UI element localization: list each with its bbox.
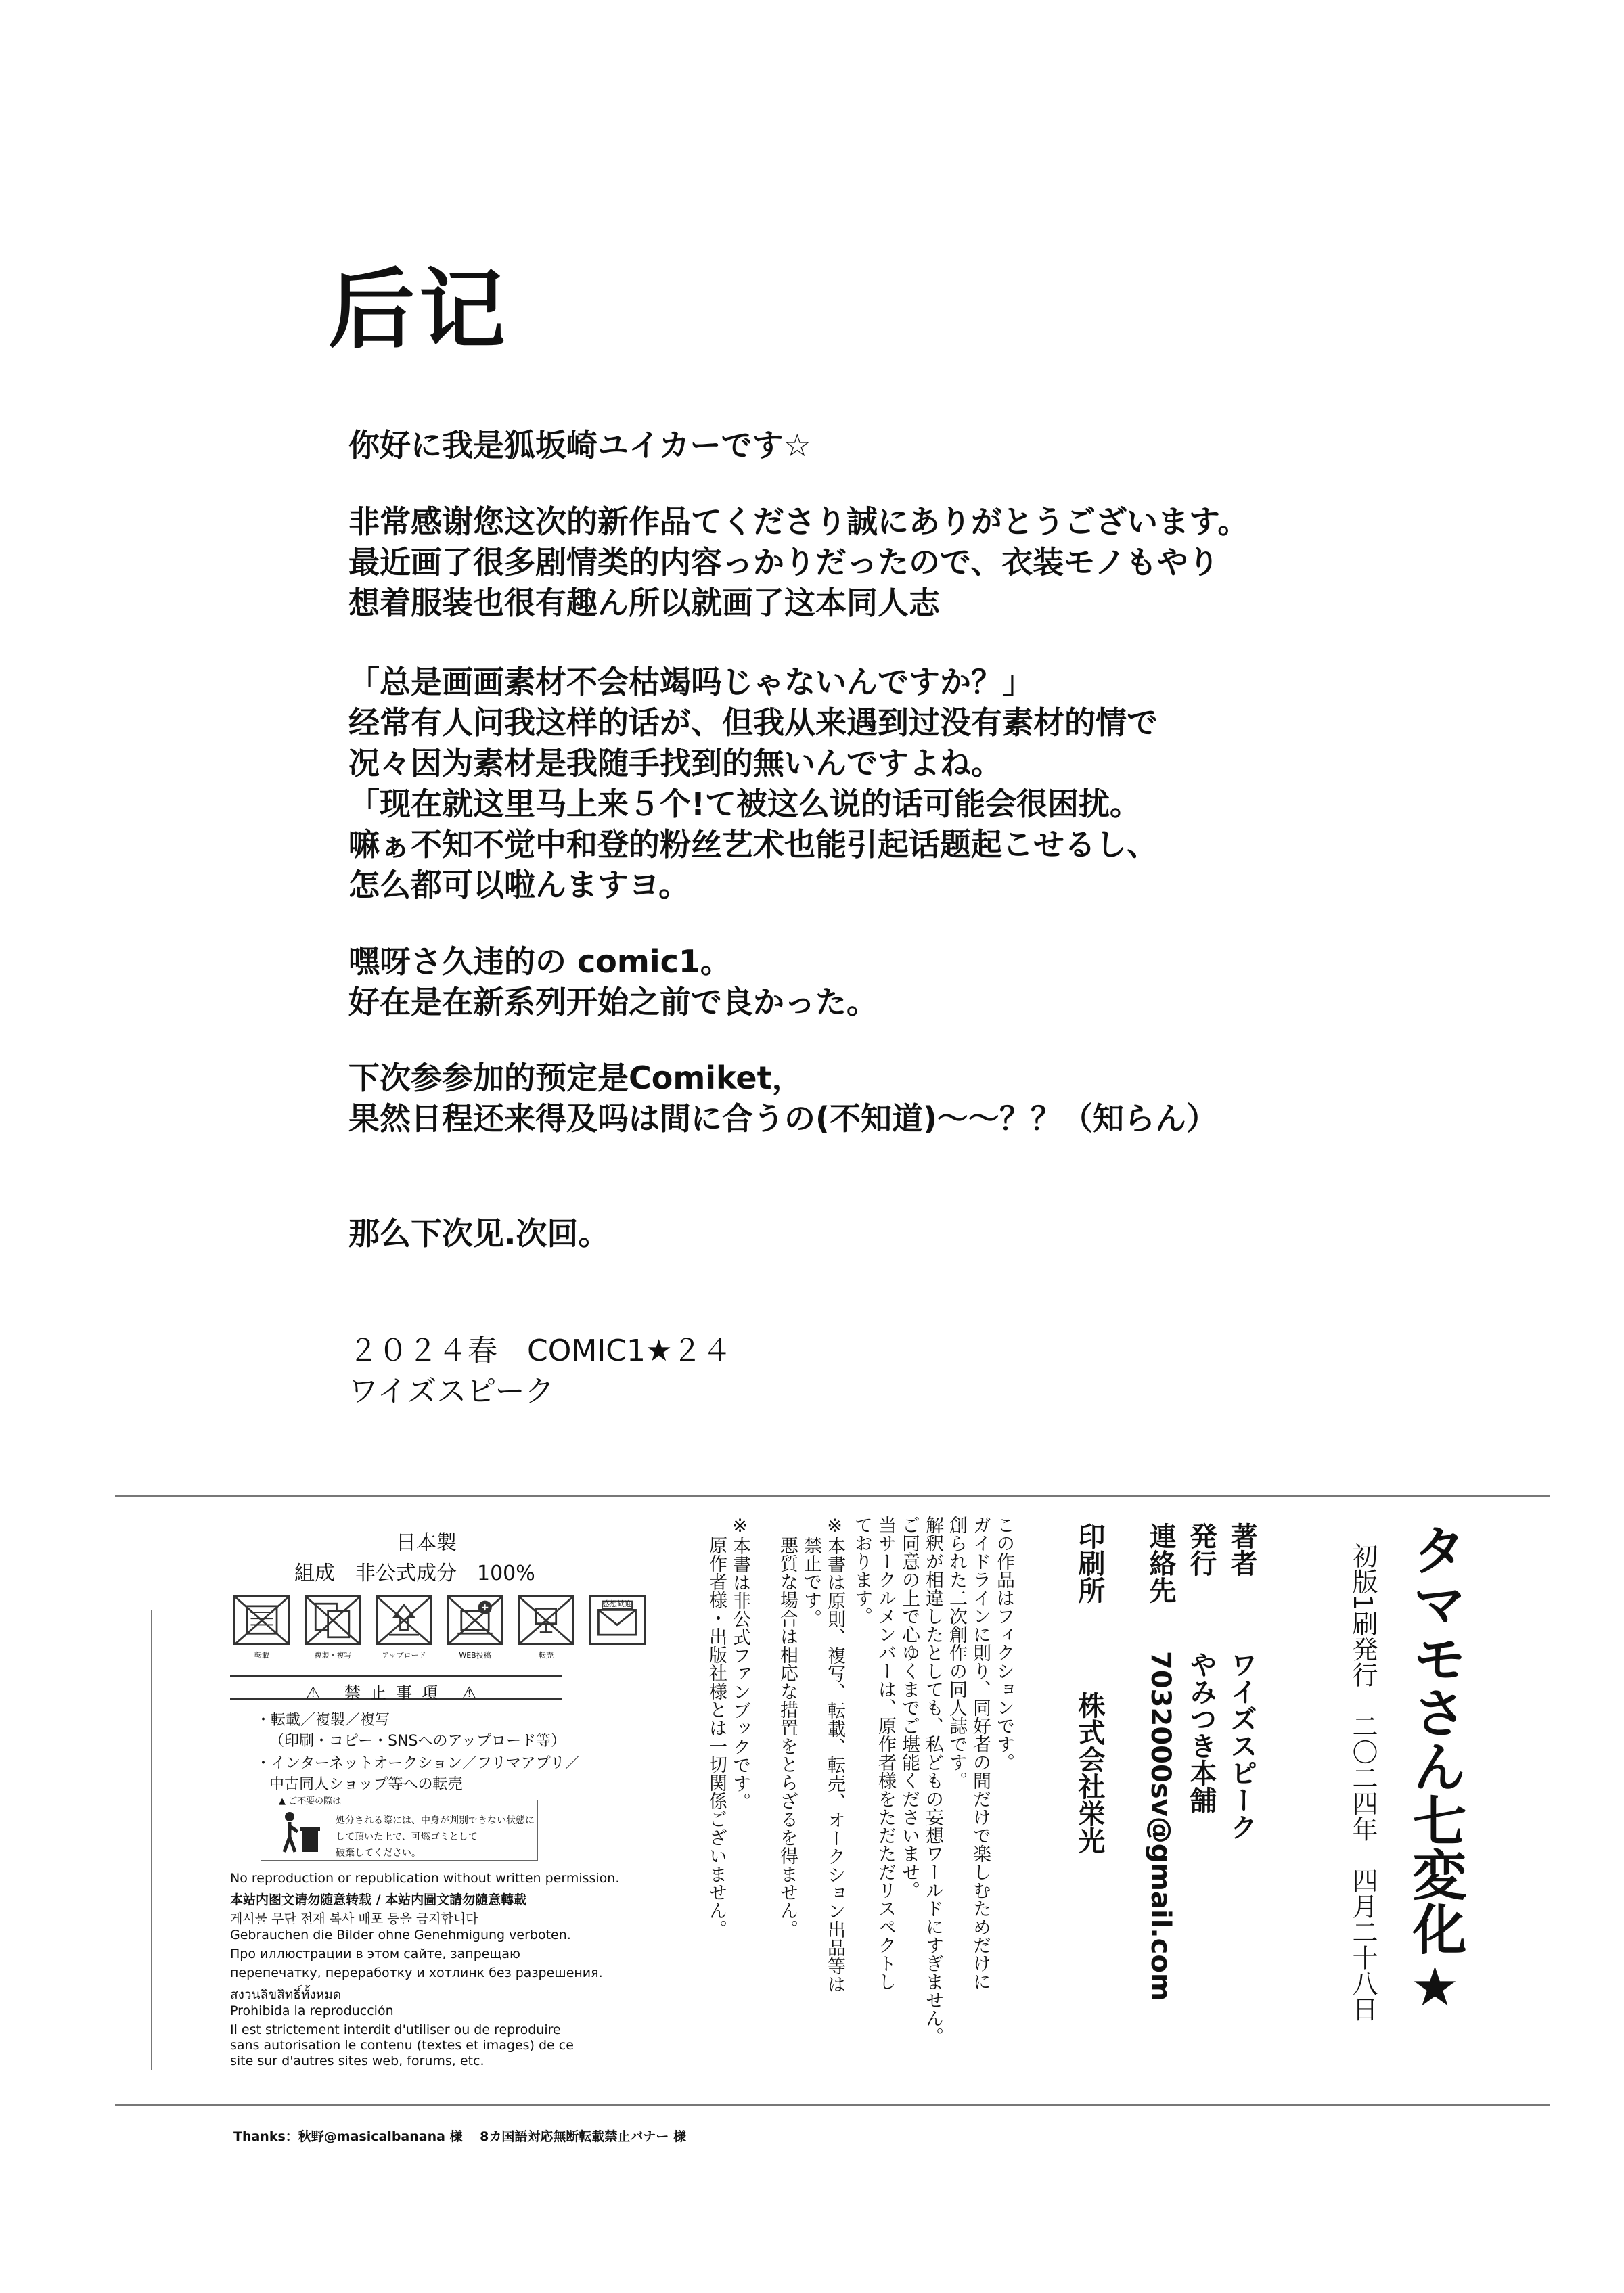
composition: 組成 非公式成分 100%: [294, 1562, 535, 1585]
discard-text: 処分される際には、中身が判別できない状態に して頂いた上で、可燃ゴミとして 破棄してください。: [336, 1815, 535, 1859]
discard-notice: [261, 1796, 538, 1861]
prohibited-item: 中古同人ショップ等への転売: [269, 1776, 463, 1793]
note-column: 解釈が相違したとしても、私どもの妄想ワールドにすぎません。: [922, 1516, 943, 2045]
colophon-label-contact: 連絡先: [1145, 1522, 1176, 1604]
notice-thai: สงวนลิขสิทธิ์ทั้งหมด: [230, 1987, 342, 2002]
icon-label: WEB投稿: [459, 1651, 491, 1660]
afterword-line: 想着服装也很有趣ん所以就画了这本同人志: [348, 585, 940, 621]
note-column: ガイドラインに則り、同好者の間だけで楽しむためだけに: [970, 1516, 991, 1991]
prohibited-title-text: 禁止事項: [344, 1683, 447, 1702]
colophon-label-printer: 印刷所: [1074, 1522, 1105, 1604]
notice-chinese: 本站内图文请勿随意转载 / 本站内圖文請勿隨意轉載: [230, 1892, 527, 1907]
notice-russian: Про иллюстрации в этом сайте, запрещаю: [230, 1947, 520, 1961]
afterword-line: 你好に我是狐坂崎ユイカーです☆: [348, 427, 811, 463]
book-title: タマモさん七変化★: [1403, 1522, 1466, 2018]
note-column: ※本書は原則、複写、転載、転売、オークション出品等は: [824, 1516, 845, 1993]
prohibited-title: ⚠ 禁止事項 ⚠: [305, 1683, 487, 1702]
afterword-line: 那么下次见.次回。: [348, 1215, 610, 1252]
no-repost-icon: [233, 1595, 290, 1645]
edition-line: 初版1刷発行 二〇二四年 四月二十八日: [1348, 1543, 1378, 2022]
afterword-line: 最近画了很多剧情类的内容っかりだったので、衣装モノもやり: [348, 544, 1219, 581]
colophon-value-contact: 7032000sv@gmail.com: [1145, 1651, 1176, 2001]
signature-circle: ワイズスピーク: [348, 1374, 555, 1409]
no-web-post-icon: [447, 1595, 503, 1645]
signature-event: ２０２４春 COMIC1★２４: [348, 1334, 732, 1368]
notice-english: No reproduction or republication without written permission.: [230, 1871, 620, 1886]
colophon-value-printer: 株式会社栄光: [1074, 1692, 1105, 1854]
notice-russian: перепечатку, переработку и хотлинк без разрешения.: [230, 1966, 603, 1980]
no-resale-icon: [518, 1595, 574, 1645]
colophon-label-author: 著者: [1226, 1522, 1257, 1576]
note-column: ご同意の上で心ゆくまでご堪能くださいませ。: [899, 1516, 920, 1899]
note-column: ております。: [851, 1516, 872, 1625]
made-in: 日本製: [396, 1531, 457, 1555]
note-column: 創られた二次創作の同人誌です。: [946, 1516, 967, 1790]
afterword-line: 怎么都可以啦んますヨ。: [348, 867, 690, 903]
colophon-label-publisher: 発行: [1186, 1522, 1217, 1576]
note-column: 原作者様・出版社様とは一切関係ございません。: [706, 1536, 727, 1938]
top-divider: [115, 1495, 1550, 1497]
prohibited-item: （印刷・コピー・SNSへのアップロード等）: [269, 1733, 566, 1750]
icon-label: 感想歓迎: [602, 1599, 632, 1608]
prohibited-header: [230, 1675, 562, 1700]
note-column: 禁止です。: [800, 1536, 821, 1627]
left-margin-line: [151, 1610, 152, 2070]
note-column: 当サークルメンバーは、原作者様をただただリスペクトし: [875, 1516, 896, 1991]
no-upload-icon: [376, 1595, 432, 1645]
colophon-value-publisher: やみつき本舗: [1186, 1651, 1217, 1813]
afterword-line: 非常感谢您这次的新作品てくださり誠にありがとうございます。: [348, 503, 1249, 540]
notice-german: Gebrauchen die Bilder ohne Genehmigung verboten.: [230, 1928, 571, 1943]
trash-can-icon: [275, 1810, 322, 1855]
afterword-line: 嘛ぁ不知不觉中和登的粉丝艺术也能引起话题起こせるし、: [348, 826, 1158, 863]
icon-label: 転載: [254, 1651, 269, 1660]
afterword-title: 后记: [328, 260, 510, 361]
afterword-line: 经常有人问我这样的话が、但我从来遇到过没有素材的情で: [348, 704, 1158, 741]
thanks-credit: Thanks：秋野@masicalbanana 様 8カ国語対応無断転載禁止バナー 様: [233, 2129, 686, 2144]
icon-label: 転売: [539, 1651, 554, 1660]
afterword-line: 况々因为素材是我随手找到的無いんですよね。: [348, 745, 1002, 781]
afterword-line: 「总是画画素材不会枯竭吗じゃないんですか？」: [348, 664, 1033, 700]
notice-spanish: Prohibida la reproducción: [230, 2003, 394, 2018]
bottom-divider: [115, 2104, 1550, 2106]
no-copy-icon: [304, 1595, 361, 1645]
colophon-value-author: ワイズスピーク: [1226, 1651, 1257, 1840]
note-column: 悪質な場合は相応な措置をとらざるを得ません。: [777, 1536, 798, 1938]
notice-french: site sur d'autres sites web, forums, etc.: [230, 2053, 484, 2068]
notice-french: sans autorisation le contenu (textes et images) de ce: [230, 2038, 574, 2053]
discard-heading: ▲ ご不要の際は: [276, 1794, 344, 1807]
afterword-line: 「现在就这里马上来５个!て被这么说的话可能会很困扰。: [348, 786, 1141, 822]
icon-label: 複製・複写: [314, 1651, 352, 1660]
afterword-line: 下次参参加的预定是Comiket，: [348, 1060, 803, 1096]
afterword-line: 好在是在新系列开始之前で良かった。: [348, 984, 878, 1020]
note-column: ※本書は非公式ファンブックです。: [729, 1516, 750, 1811]
note-column: この作品はフィクションです。: [993, 1516, 1014, 1771]
notice-korean: 게시물 무단 전재 복사 배포 등을 금지합니다: [230, 1911, 478, 1926]
afterword-line: 果然日程还来得及吗は間に合うの(不知道)～～？？（知らん）: [348, 1100, 1218, 1137]
notice-french: Il est strictement interdit d'utiliser ou de reproduire: [230, 2022, 561, 2037]
prohibited-item: ・インターネットオークション／フリマアプリ／: [256, 1755, 580, 1772]
discard-heading-text: ご不要の際は: [288, 1796, 342, 1807]
prohibited-item: ・転載／複製／複写: [256, 1712, 390, 1729]
icon-label: アップロード: [382, 1651, 426, 1660]
afterword-line: 嘿呀さ久违的の comic1。: [348, 943, 731, 980]
